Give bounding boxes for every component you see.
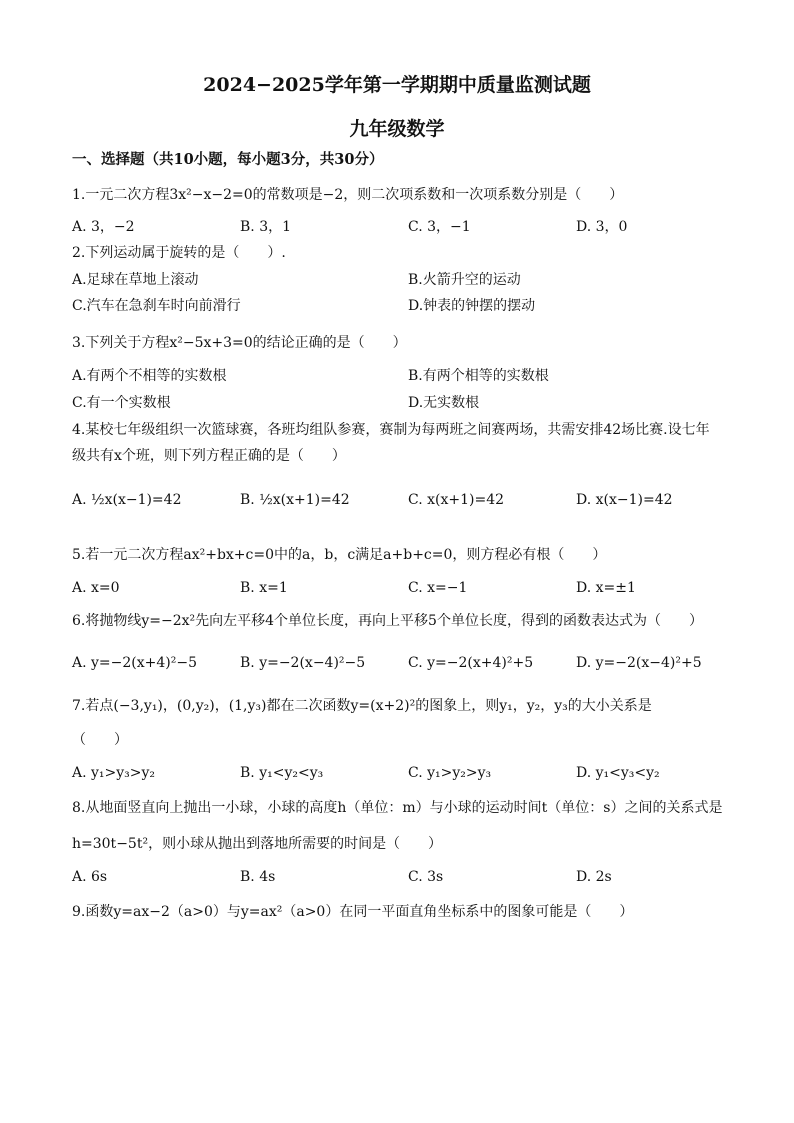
question-2-option-a: A.足球在草地上滚动	[72, 272, 199, 288]
question-2-option-d: D.钟表的钟摆的摆动	[408, 298, 536, 314]
question-4-option-a: A. ½x(x−1)=42	[72, 492, 182, 508]
question-2-option-c: C.汽车在急刹车时向前滑行	[72, 298, 241, 314]
question-1-option-b: B. 3，1	[240, 219, 292, 235]
question-6-option-b: B. y=−2(x−4)²−5	[240, 655, 366, 671]
question-1-option-a: A. 3，−2	[72, 219, 135, 235]
question-8-option-a: A. 6s	[72, 869, 108, 885]
question-3-option-d: D.无实数根	[408, 395, 480, 411]
question-6-option-d: D. y=−2(x−4)²+5	[576, 655, 702, 671]
question-7-option-c: C. y₁>y₂>y₃	[408, 765, 492, 781]
question-1-option-c: C. 3，−1	[408, 219, 471, 235]
question-7-option-d: D. y₁<y₃<y₂	[576, 765, 660, 781]
question-2-stem: 2.下列运动属于旋转的是（ ）.	[72, 245, 286, 261]
question-3-option-a: A.有两个不相等的实数根	[72, 368, 227, 384]
question-5-option-c: C. x=−1	[408, 580, 468, 596]
question-4-option-c: C. x(x+1)=42	[408, 492, 505, 508]
question-3-option-c: C.有一个实数根	[72, 395, 171, 411]
question-9-stem: 9.函数y=ax−2（a>0）与y=ax²（a>0）在同一平面直角坐标系中的图象可能是（ ）	[72, 904, 634, 920]
question-1-stem: 1.一元二次方程3x²−x−2=0的常数项是−2，则二次项系数和一次项系数分别是（ ）	[72, 187, 624, 203]
question-4-stem-line1: 4.某校七年级组织一次篮球赛，各班均组队参赛，赛制为每两班之间赛两场，共需安排42场比赛.设七年	[72, 422, 710, 438]
exam-title: 2024−2025学年第一学期期中质量监测试题	[203, 74, 591, 96]
question-8-stem-line2: h=30t−5t²，则小球从抛出到落地所需要的时间是（ ）	[72, 836, 443, 852]
question-5-stem: 5.若一元二次方程ax²+bx+c=0中的a，b，c满足a+b+c=0，则方程必有根（ ）	[72, 547, 607, 563]
question-2-option-b: B.火箭升空的运动	[408, 272, 521, 288]
question-7-stem-line1: 7.若点(−3,y₁)，(0,y₂)，(1,y₃)都在二次函数y=(x+2)²的图象上，则y₁，y₂，y₃的大小关系是	[72, 698, 652, 714]
section-heading: 一、选择题（共10小题，每小题3分，共30分）	[72, 151, 384, 168]
question-8-option-c: C. 3s	[408, 869, 444, 885]
question-3-stem: 3.下列关于方程x²−5x+3=0的结论正确的是（ ）	[72, 335, 407, 351]
question-5-option-d: D. x=±1	[576, 580, 636, 596]
question-4-option-b: B. ½x(x+1)=42	[240, 492, 350, 508]
question-6-stem: 6.将抛物线y=−2x²先向左平移4个单位长度，再向上平移5个单位长度，得到的函数表达式为（ ）	[72, 613, 703, 629]
question-5-option-b: B. x=1	[240, 580, 288, 596]
question-4-stem-line2: 级共有x个班，则下列方程正确的是（ ）	[72, 448, 346, 464]
question-7-option-b: B. y₁<y₂<y₃	[240, 765, 324, 781]
question-3-option-b: B.有两个相等的实数根	[408, 368, 549, 384]
question-8-option-d: D. 2s	[576, 869, 612, 885]
question-7-stem-line2: （ ）	[72, 732, 128, 748]
question-6-option-c: C. y=−2(x+4)²+5	[408, 655, 534, 671]
question-6-option-a: A. y=−2(x+4)²−5	[72, 655, 197, 671]
question-5-option-a: A. x=0	[72, 580, 120, 596]
question-1-option-d: D. 3，0	[576, 219, 628, 235]
question-8-option-b: B. 4s	[240, 869, 276, 885]
exam-subtitle: 九年级数学	[349, 118, 445, 140]
question-8-stem-line1: 8.从地面竖直向上抛出一小球，小球的高度h（单位：m）与小球的运动时间t（单位：s）之间的关系式是	[72, 800, 723, 816]
question-7-option-a: A. y₁>y₃>y₂	[72, 765, 156, 781]
question-4-option-d: D. x(x−1)=42	[576, 492, 673, 508]
